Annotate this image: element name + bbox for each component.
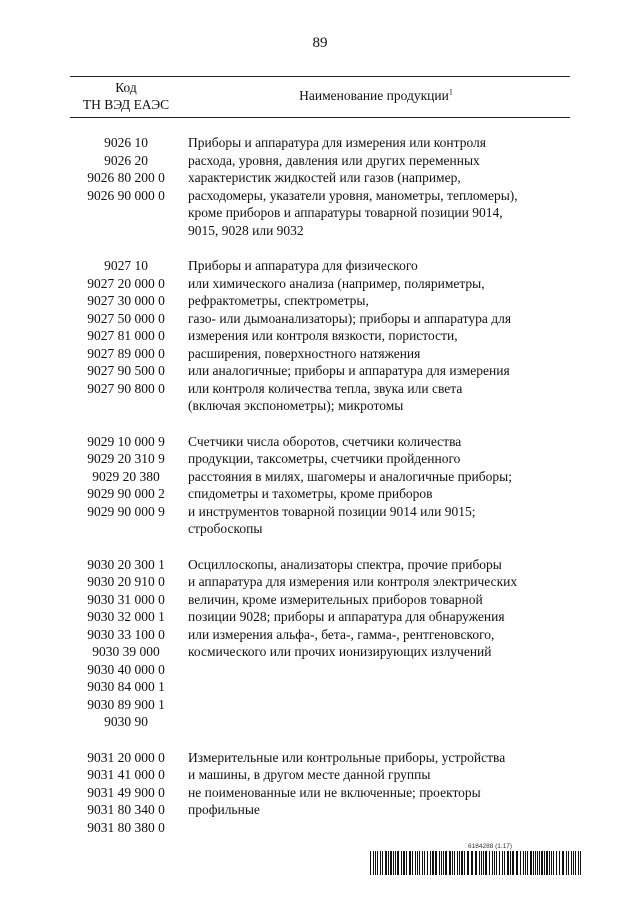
barcode-bar [412, 851, 413, 875]
barcode-bar [375, 851, 376, 875]
header-name-column [182, 77, 570, 117]
product-table [70, 76, 570, 854]
code-value: 9030 20 910 0 [87, 574, 165, 589]
barcode-bar [504, 851, 505, 875]
barcode-bar [393, 851, 394, 875]
code-value: 9030 40 000 0 [87, 661, 165, 677]
barcode-bar [568, 851, 569, 875]
barcode-bar [551, 851, 552, 875]
description-line: расхода, уровня, давления или других переменных [188, 152, 480, 168]
description-line: 9015, 9028 или 9032 [188, 222, 304, 238]
table-row [70, 134, 570, 239]
barcode-bar [516, 851, 518, 875]
barcode-bar [377, 851, 378, 875]
barcode-bar [512, 851, 514, 875]
table-body [70, 118, 570, 836]
code-value: 9027 30 000 0 [87, 293, 165, 308]
barcode-bar [454, 851, 455, 875]
barcode-bar [415, 851, 416, 875]
description-line: характеристик жидкостей или газов (например, [188, 170, 461, 185]
barcode-bar [539, 851, 540, 875]
code-cell [70, 556, 182, 731]
table-row [70, 257, 570, 415]
barcode-bar [424, 851, 425, 875]
barcode-bar [520, 851, 521, 875]
table-row [70, 749, 570, 837]
barcode-image [370, 851, 585, 875]
barcode-bar [403, 851, 405, 875]
header-code-line2: ТН ВЭД ЕАЭС [82, 97, 170, 112]
code-value: 9030 39 000 [92, 644, 160, 659]
description-line: измерения или контроля вязкости, пористости, [188, 328, 458, 343]
code-cell [70, 257, 182, 415]
barcode-bar [573, 851, 574, 875]
barcode-bar [556, 851, 557, 875]
barcode-bar [571, 851, 572, 875]
barcode-bar [370, 851, 371, 875]
code-value: 9030 89 900 1 [87, 696, 165, 712]
description-line: кроме приборов и аппаратуры товарной позиции 9014, [188, 205, 503, 220]
barcode-bar [397, 851, 399, 875]
barcode-bar [443, 851, 444, 875]
code-value: 9029 10 000 9 [87, 433, 165, 449]
code-value: 9029 20 380 [92, 468, 160, 484]
barcode-bar [559, 851, 560, 875]
barcode-bar [578, 851, 579, 875]
description-line: расходомеры, указатели уровня, манометры, тепломеры), [188, 187, 518, 203]
description-cell [182, 556, 570, 731]
barcode-bar [523, 851, 524, 875]
description-line: рефрактометры, спектрометры, [188, 293, 369, 308]
barcode-bar [441, 851, 442, 875]
description-line: или аналогичные; приборы и аппаратура для измерения [188, 363, 510, 378]
barcode-bar [546, 851, 548, 875]
barcode-bar [417, 851, 418, 875]
description-cell [182, 257, 570, 415]
code-value: 9030 84 000 1 [87, 679, 165, 694]
code-value: 9029 20 310 9 [87, 451, 165, 466]
description-line: Приборы и аппаратура для измерения или контроля [188, 135, 486, 150]
barcode-bar [380, 851, 381, 875]
barcode-bar [530, 851, 532, 875]
barcode-bar [471, 851, 473, 875]
description-line: профильные [188, 802, 260, 817]
barcode-bar [390, 851, 392, 875]
code-value: 9026 10 [104, 135, 148, 150]
barcode-bar [449, 851, 451, 875]
description-line: расстояния в милях, шагомеры и аналогичные приборы; [188, 468, 512, 484]
code-value: 9029 90 000 9 [87, 503, 165, 519]
barcode-bar [575, 851, 576, 875]
barcode-bar [395, 851, 396, 875]
barcode-bar [507, 851, 509, 875]
barcode-bar [445, 851, 447, 875]
code-value: 9030 31 000 0 [87, 591, 165, 607]
code-value: 9027 20 000 0 [87, 275, 165, 291]
barcode-bar [388, 851, 389, 875]
code-value: 9031 49 900 0 [87, 784, 165, 800]
barcode-bar [544, 851, 545, 875]
barcode-bar [382, 851, 383, 875]
code-value: 9031 80 340 0 [87, 802, 165, 817]
description-cell [182, 433, 570, 538]
description-cell [182, 134, 570, 239]
barcode-bar [527, 851, 528, 875]
description-cell [182, 749, 570, 837]
barcode-bar [580, 851, 581, 875]
code-value: 9031 20 000 0 [87, 749, 165, 765]
description-line: и инструментов товарной позиции 9014 или 9015; [188, 503, 476, 519]
code-value: 9026 90 000 0 [87, 187, 165, 203]
barcode-bar [553, 851, 554, 875]
code-value: 9027 50 000 0 [87, 310, 165, 326]
barcode-bar [419, 851, 420, 875]
description-line: Приборы и аппаратура для физического [188, 258, 418, 273]
barcode-bar [499, 851, 500, 875]
description-line: расширения, поверхностного натяжения [188, 345, 421, 361]
table-row [70, 556, 570, 731]
code-cell [70, 749, 182, 837]
barcode-bar [430, 851, 431, 875]
barcode-bar [464, 851, 465, 875]
code-value: 9031 80 380 0 [87, 819, 165, 835]
barcode-bar [492, 851, 493, 875]
description-line: газо- или дымоанализаторы); приборы и аппаратура для [188, 310, 512, 326]
code-value: 9026 20 [104, 152, 148, 168]
description-line: Счетчики числа оборотов, счетчики количества [188, 433, 462, 449]
code-value: 9030 90 [104, 714, 148, 729]
barcode-bar [566, 851, 567, 875]
code-value: 9027 81 000 0 [87, 328, 165, 343]
barcode-bar [439, 851, 440, 875]
barcode-bar [432, 851, 434, 875]
barcode-bar [461, 851, 463, 875]
header-footnote-marker: 1 [448, 87, 453, 97]
code-value: 9029 90 000 2 [87, 486, 165, 501]
barcode-bar [510, 851, 511, 875]
barcode-bar [435, 851, 437, 875]
barcode-bar [502, 851, 503, 875]
code-value: 9031 41 000 0 [87, 767, 165, 782]
barcode-bar [373, 851, 374, 875]
barcode-bar [483, 851, 484, 875]
description-line: космического или прочих ионизирующих излучений [188, 644, 492, 659]
description-line: стробоскопы [188, 521, 263, 536]
barcode-bar [496, 851, 497, 875]
description-line: Измерительные или контрольные приборы, устройства [188, 749, 506, 765]
description-line: Осциллоскопы, анализаторы спектра, прочие приборы [188, 556, 502, 572]
code-value: 9030 33 100 0 [87, 626, 165, 642]
barcode-label: 6184288 (1.17) [468, 843, 513, 850]
description-line: и аппаратура для измерения или контроля электрических [188, 574, 518, 589]
description-line: или измерения альфа-, бета-, гамма-, рентгеновского, [188, 626, 495, 642]
barcode-bar [457, 851, 458, 875]
code-cell [70, 134, 182, 239]
barcode-bar [452, 851, 453, 875]
barcode-bar [475, 851, 477, 875]
barcode-bar [427, 851, 428, 875]
code-value: 9027 90 800 0 [87, 380, 165, 396]
code-cell [70, 433, 182, 538]
description-line: или химического анализа (например, поляриметры, [188, 275, 485, 291]
description-line: позиции 9028; приборы и аппаратура для обнаружения [188, 609, 505, 624]
code-value: 9030 20 300 1 [87, 556, 165, 572]
code-value: 9030 32 000 1 [87, 609, 165, 624]
barcode-bar [401, 851, 402, 875]
barcode-bar [535, 851, 536, 875]
table-header [70, 77, 570, 117]
barcode-bar [489, 851, 490, 875]
description-line: величин, кроме измерительных приборов товарной [188, 591, 483, 607]
barcode-bar [406, 851, 407, 875]
description-line: и машины, в другом месте данной группы [188, 767, 431, 782]
description-line: продукции, таксометры, счетчики пройденного [188, 451, 461, 466]
code-value: 9027 89 000 0 [87, 345, 165, 361]
code-value: 9027 10 [104, 258, 148, 273]
description-line: (включая экспонометры); микротомы [188, 398, 404, 413]
description-line: или контроля количества тепла, звука или света [188, 380, 463, 396]
barcode-bar [409, 851, 411, 875]
code-value: 9026 80 200 0 [87, 170, 165, 185]
barcode-bar [549, 851, 550, 875]
code-value: 9027 90 500 0 [87, 363, 165, 378]
header-code-line1: Код [115, 80, 137, 95]
barcode-bar [385, 851, 387, 875]
barcode-bar [467, 851, 469, 875]
barcode-bar [485, 851, 487, 875]
description-line: спидометры и тахометры, кроме приборов [188, 486, 433, 501]
barcode-bar [533, 851, 534, 875]
barcode-bar [481, 851, 482, 875]
barcode-bar [479, 851, 480, 875]
page-number: 89 [312, 35, 328, 51]
barcode-bar [541, 851, 543, 875]
description-line: не поименованные или не включенные; проекторы [188, 784, 481, 800]
table-row [70, 433, 570, 538]
barcode-bar [562, 851, 564, 875]
barcode-bar [459, 851, 460, 875]
header-name-label: Наименование продукции [299, 88, 449, 103]
barcode-bar [422, 851, 423, 875]
barcode-bar [494, 851, 495, 875]
header-code-column [70, 77, 182, 117]
barcode-bar [537, 851, 538, 875]
barcode-bar [525, 851, 526, 875]
